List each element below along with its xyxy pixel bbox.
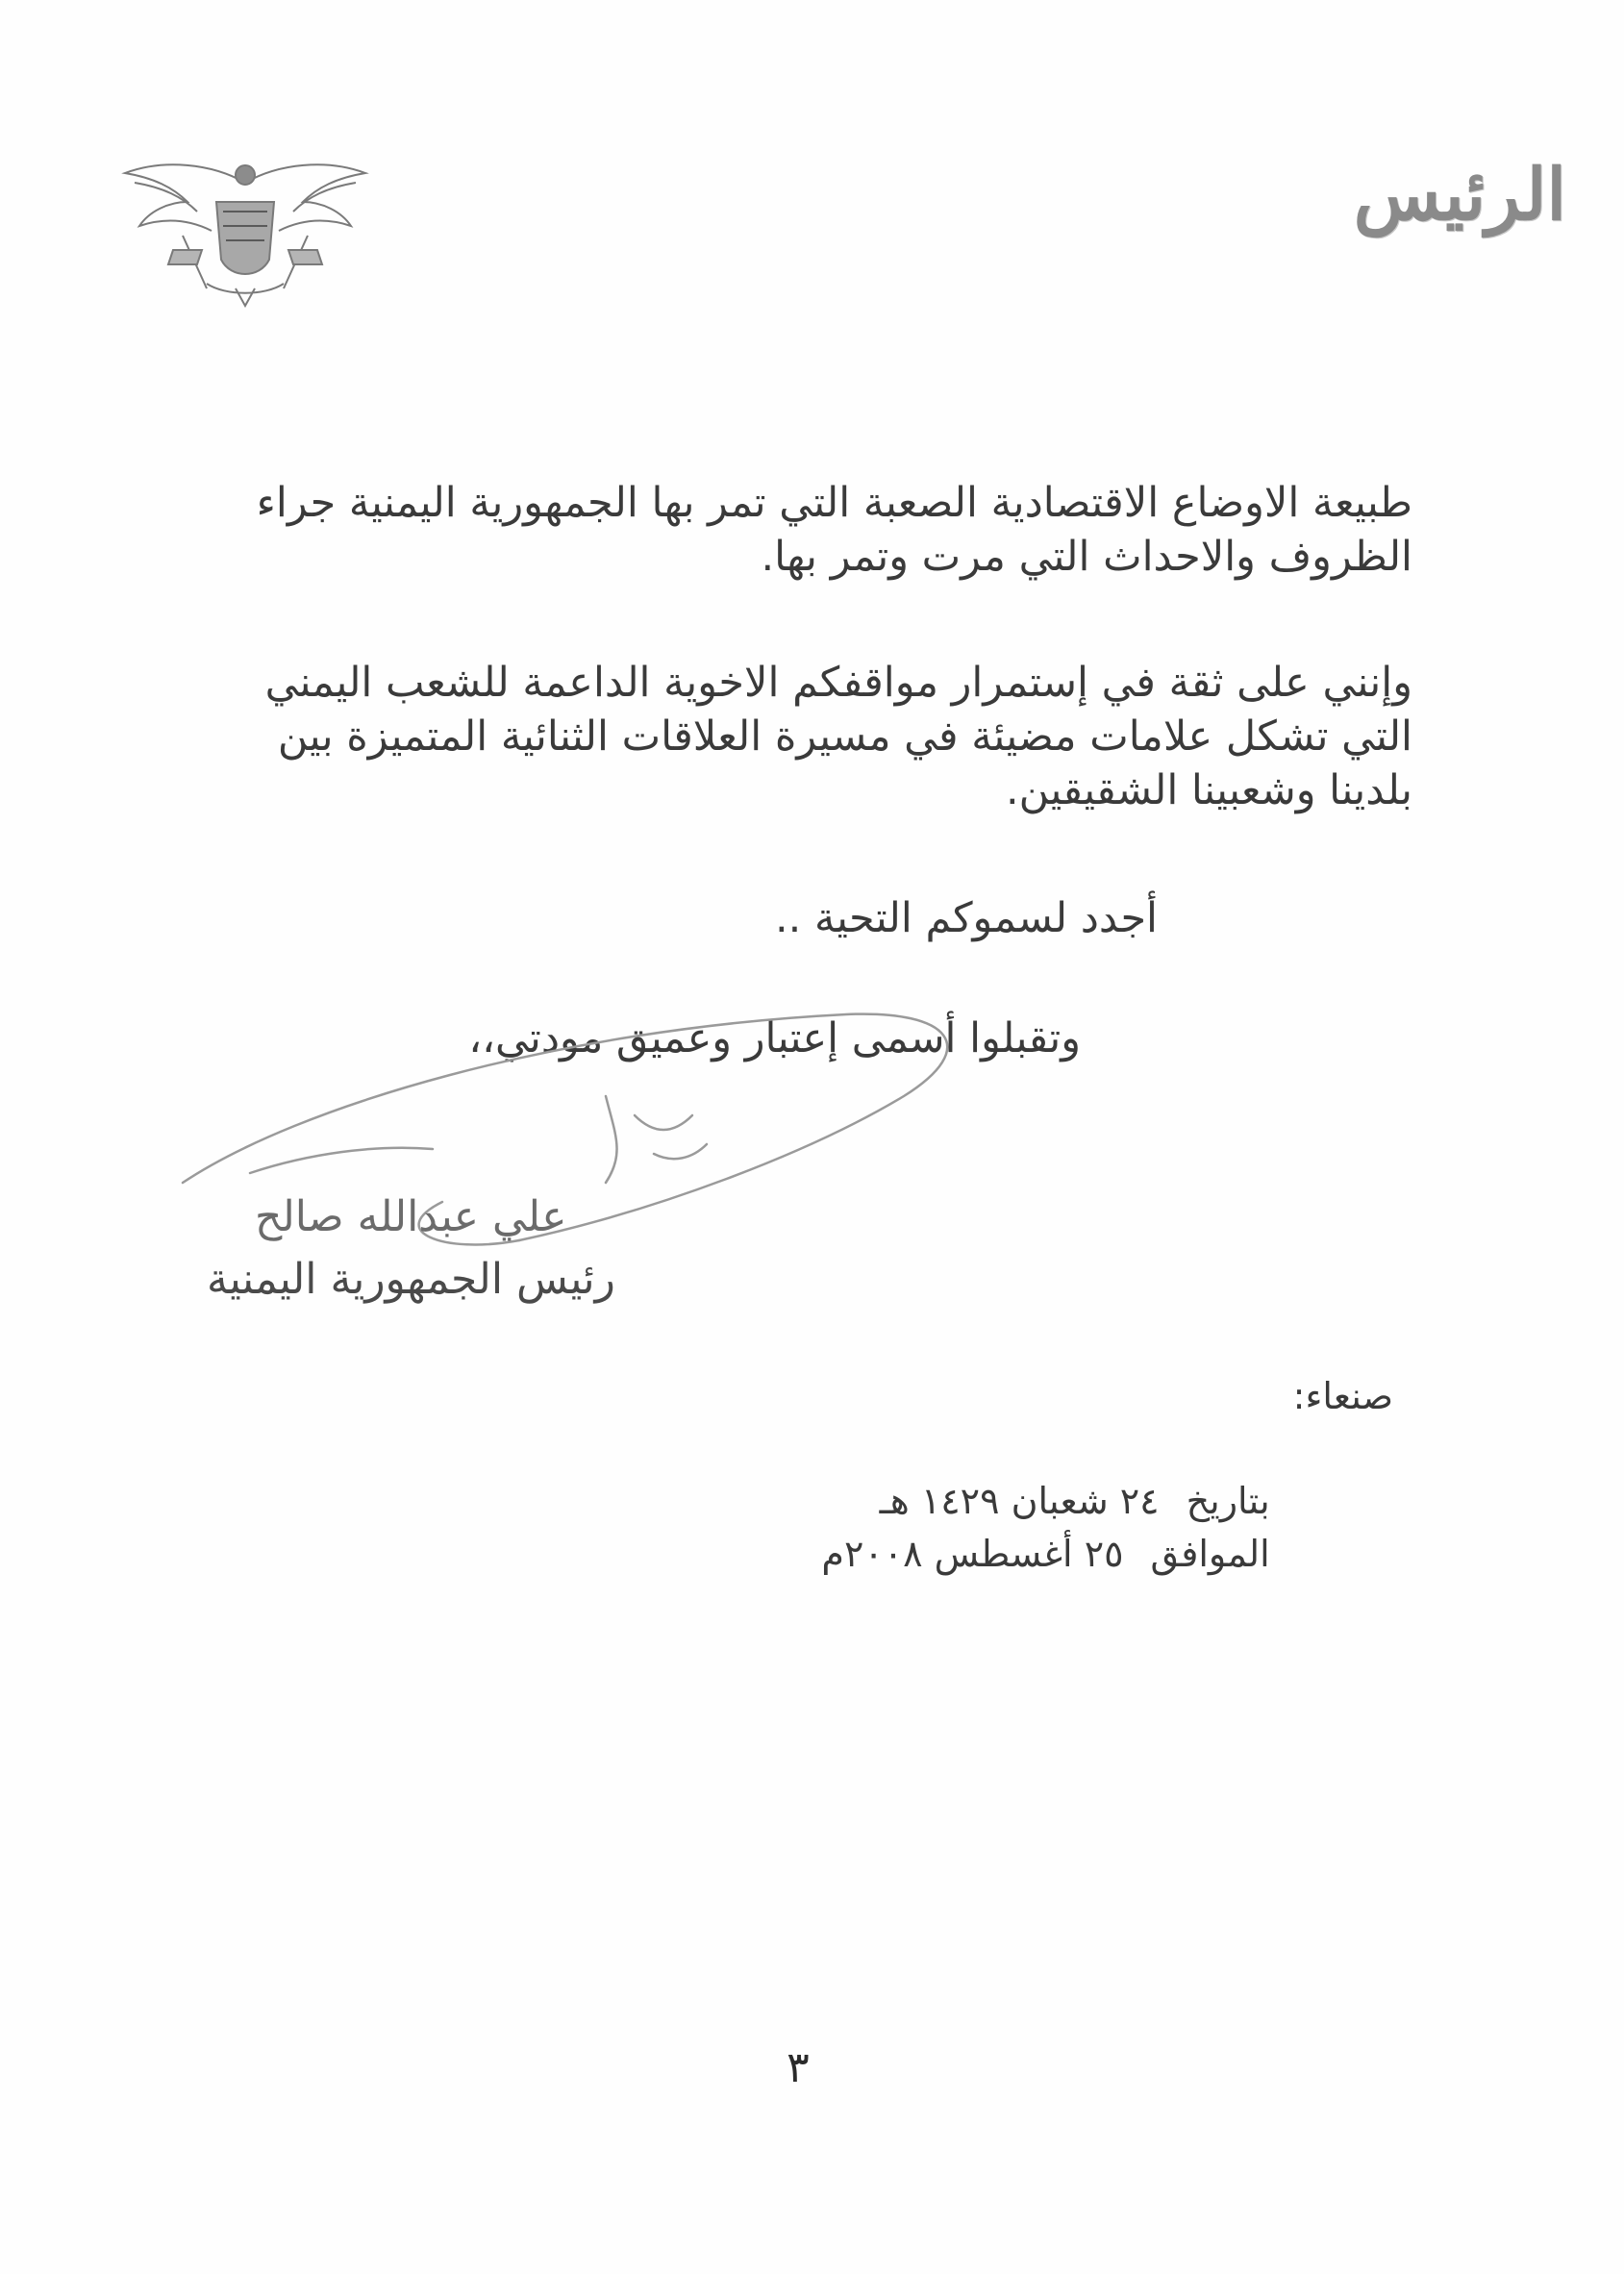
gregorian-date-row xyxy=(821,1490,1316,1617)
signatory-name: علي عبدالله صالح xyxy=(255,1192,567,1241)
letterhead-title: الرئيس xyxy=(1353,154,1566,237)
gregorian-date-label: الموافق xyxy=(1150,1533,1270,1575)
signatory-title: رئيس الجمهورية اليمنية xyxy=(207,1255,615,1304)
gregorian-date-value: ٢٥ أغسطس ٢٠٠٨م xyxy=(821,1533,1124,1575)
yemen-eagle-emblem-icon xyxy=(115,144,375,308)
hijri-date-value: ٢٤ شعبان ١٤٢٩ هـ xyxy=(879,1480,1160,1522)
body-paragraph-1: طبيعة الاوضاع الاقتصادية الصعبة التي تمر بها الجمهورية اليمنية جراء الظروف والاحداث التي مرت وتمر بها. xyxy=(256,479,1412,581)
body-paragraph-2: وإنني على ثقة في إستمرار مواقفكم الاخوية الداعمة للشعب اليمني التي تشكل علامات مضيئة في مسيرة العلاقات الثنائية المتميزة بين بلدينا وشعبينا الشقيقين. xyxy=(264,659,1412,814)
greeting-line: أجدد لسموكم التحية .. xyxy=(774,894,1158,942)
closing-line: وتقبلوا أسمى إعتبار وعميق مودتي،، xyxy=(468,1014,1081,1062)
page-number: ٣ xyxy=(787,2043,810,2092)
hijri-date-label: بتاريخ xyxy=(1186,1480,1270,1522)
place-label: صنعاء: xyxy=(1292,1375,1393,1417)
